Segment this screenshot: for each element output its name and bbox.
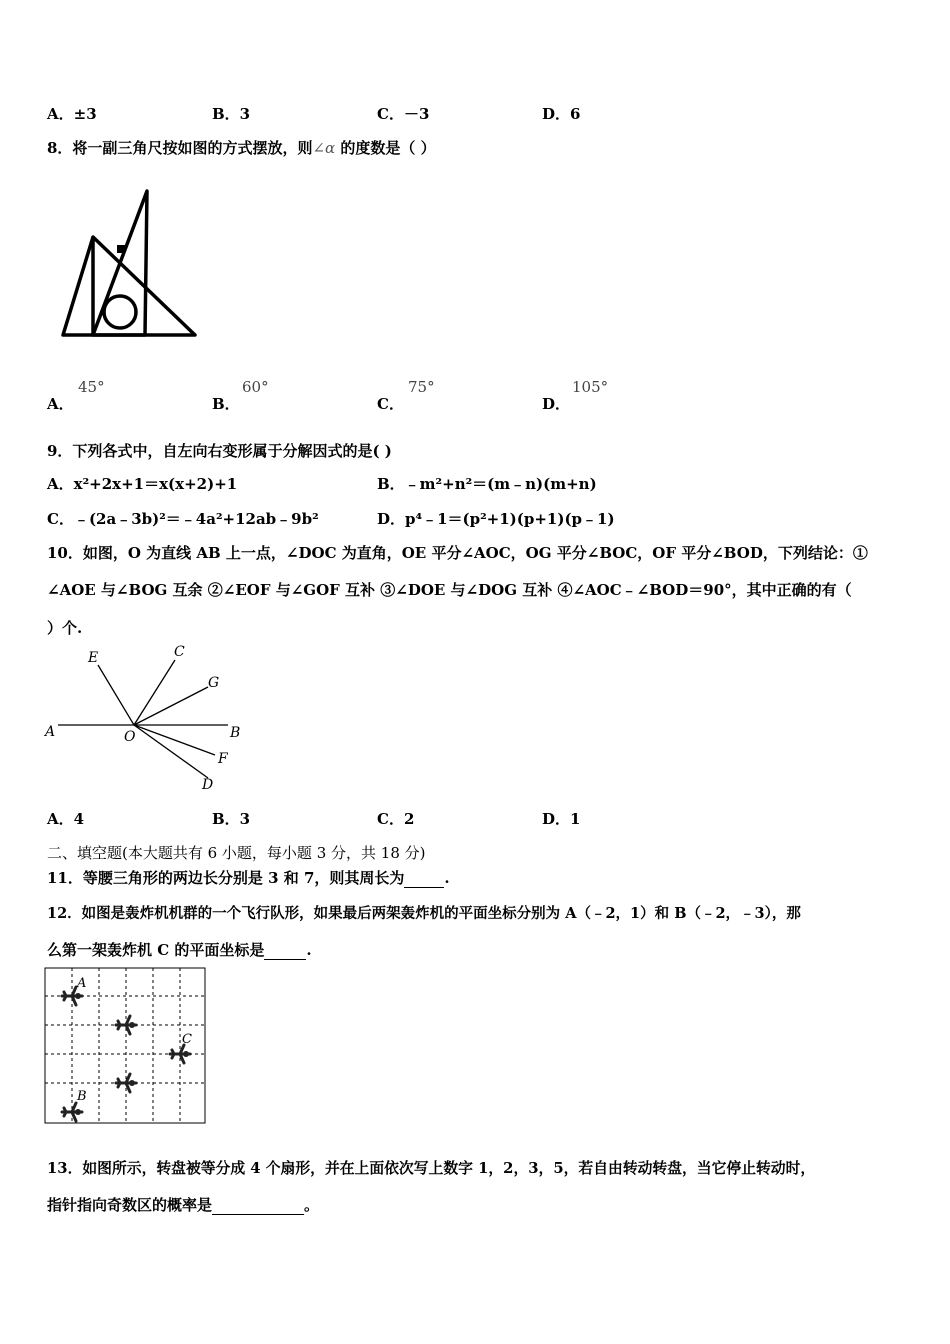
q12-end: . [306,941,312,959]
q7-option-a: A．±3 [47,105,97,123]
q8-set-square-figure [55,185,205,345]
q11 [47,867,450,888]
q8-option-a: A． [47,395,74,413]
q10-label-d: D [202,777,214,793]
q10-angle-figure [40,640,260,798]
q10-label-f: F [218,751,228,767]
q11-text: 11．等腰三角形的两边长分别是 3 和 7，则其周长为 [47,869,405,887]
q8-option-c: C． [377,395,404,413]
q12-stem-line-2-text: 么第一架轰炸机 C 的平面坐标是 [47,941,265,959]
q8-angle-symbol: ∠α [312,139,336,157]
q13-end: 。 [304,1196,320,1214]
q8-option-b: B． [212,395,240,413]
q10-option-c: C．2 [377,810,415,828]
q8-stem-suffix: 的度数是（ ） [335,139,436,157]
q8-option-d-value: 105° [572,378,609,396]
q10-ray-od [134,725,208,778]
q10-stem-line-2: ∠AOE 与∠BOG 互余 ②∠EOF 与∠GOF 互补 ③∠DOE 与∠DOG 互补 ④∠AOC﹣∠BOD＝90°，其中正确的有（ [47,581,852,599]
q13-stem-line-2 [47,1194,319,1215]
q7-option-d: D．6 [542,105,581,123]
q12-answer-blank[interactable] [264,941,306,960]
q10-ray-of [134,725,215,755]
q8-option-b-value: 60° [242,378,269,396]
q11-end: . [444,869,450,887]
q11-answer-blank[interactable] [404,869,444,888]
q10-label-e: E [88,650,99,666]
q10-ray-oe [98,665,134,725]
q10-option-b: B．3 [212,810,251,828]
q9-option-a: A．x²+2x+1＝x(x+2)+1 [47,475,238,493]
q10-option-d: D．1 [542,810,581,828]
q12-formation-grid [44,967,208,1127]
q8-triangle-30-60 [93,191,147,335]
q10-label-c: C [174,644,185,660]
q8-triangle-45 [63,237,195,335]
q13-stem-line-2-text: 指针指向奇数区的概率是 [47,1196,213,1214]
q10-ray-oc [134,660,175,725]
q10-label-o: O [124,729,136,745]
q9-option-b: B．﹣m²+n²＝(m﹣n)(m+n) [377,475,597,493]
q8-right-angle-mark [117,245,125,253]
q8-stem [47,137,436,158]
q12-label-b: B [77,1089,87,1104]
q9-stem: 9．下列各式中，自左向右变形属于分解因式的是( ) [47,442,392,460]
q12-stem-line-1: 12．如图是轰炸机机群的一个飞行队形，如果最后两架轰炸机的平面坐标分别为 A（﹣2，1）和 B（﹣2，﹣3），那 [47,905,801,922]
q10-label-a: A [45,724,56,740]
q8-option-c-value: 75° [408,378,435,396]
q7-option-b: B．3 [212,105,251,123]
q10-stem-line-3: ）个. [47,619,83,637]
q9-option-c: C．﹣(2a﹣3b)²＝﹣4a²+12ab﹣9b² [47,510,319,528]
q8-stem-prefix: 8．将一副三角尺按如图的方式摆放，则 [47,139,313,157]
q10-label-b: B [230,725,241,741]
q10-option-a: A．4 [47,810,85,828]
section-2-heading: 二、填空题(本大题共有 6 小题，每小题 3 分，共 18 分) [47,844,426,862]
q10-ray-og [134,687,208,725]
q13-stem-line-1: 13．如图所示，转盘被等分成 4 个扇形，并在上面依次写上数字 1，2，3，5，若自由转动转盘，当它停止转动时， [47,1160,816,1177]
q12-stem-line-2 [47,939,312,960]
q13-answer-blank[interactable] [212,1196,304,1215]
q10-stem-line-1: 10．如图，O 为直线 AB 上一点，∠DOC 为直角，OE 平分∠AOC，OG 平分∠BOC，OF 平分∠BOD，下列结论：① [47,544,868,562]
q12-grid-border [45,968,205,1123]
q7-option-c: C．－3 [377,105,430,123]
q12-label-a: A [77,976,87,991]
q9-option-d: D．p⁴﹣1＝(p²+1)(p+1)(p﹣1) [377,510,615,528]
q8-circle [104,296,136,328]
q12-label-c: C [182,1032,192,1047]
q10-label-g: G [208,675,220,691]
q8-option-a-value: 45° [78,378,105,396]
q8-option-d: D． [542,395,571,413]
